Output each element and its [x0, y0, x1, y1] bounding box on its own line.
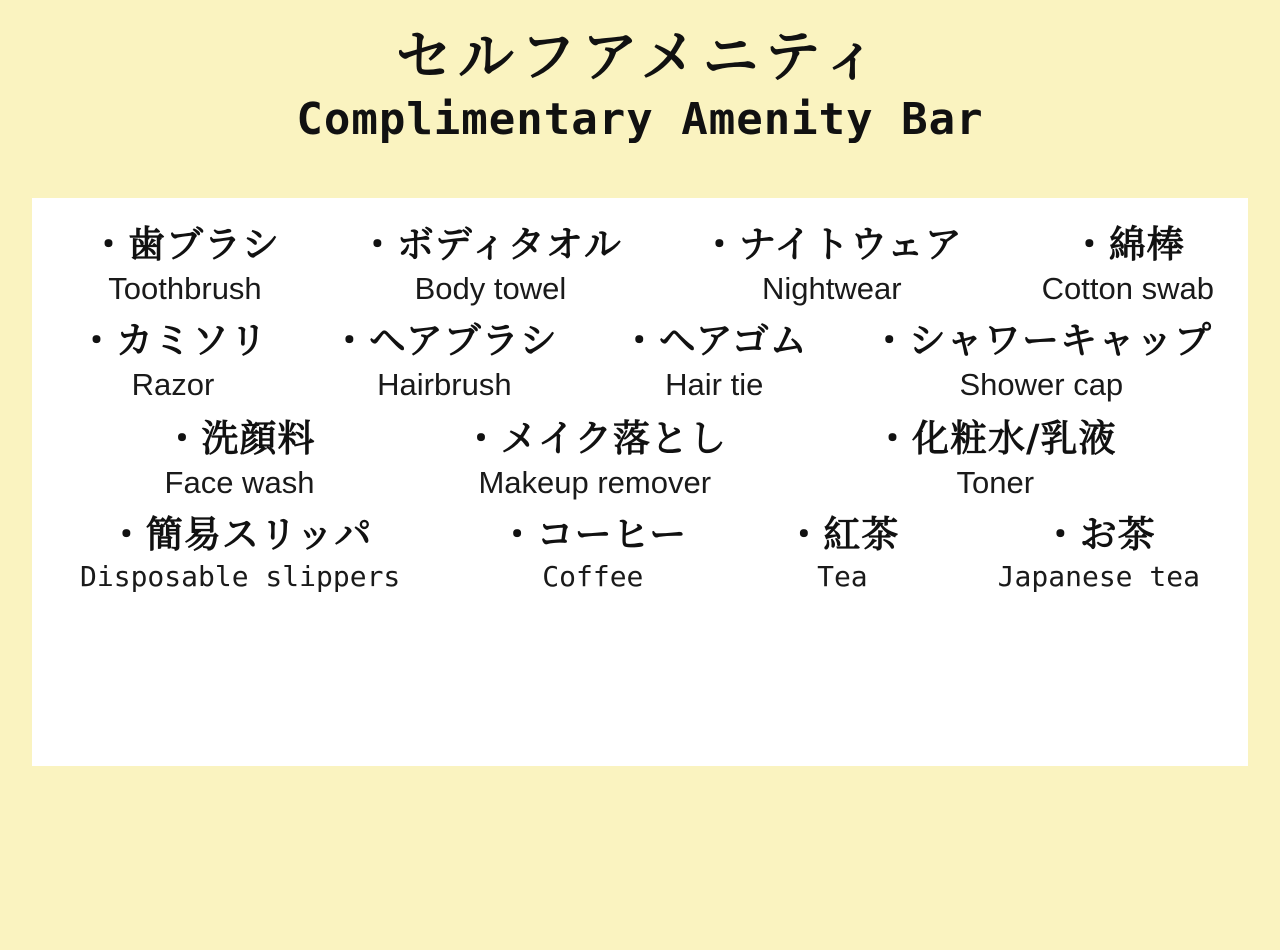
amenity-item-disposable-slippers	[80, 513, 401, 593]
amenity-label-english: Nightwear	[762, 271, 902, 306]
amenity-label-english: Coffee	[542, 560, 644, 593]
amenity-item-makeup-remover	[462, 417, 727, 500]
amenity-row	[60, 220, 1220, 304]
amenity-label-english: Makeup remover	[478, 465, 712, 500]
amenity-label-japanese: ・化粧水/乳液	[873, 417, 1117, 460]
amenity-item-japanese-tea	[997, 513, 1200, 593]
amenity-item-coffee	[498, 513, 688, 593]
amenity-item-hair-tie	[620, 319, 808, 402]
amenity-row	[60, 304, 1220, 400]
amenity-label-english: Toner	[956, 465, 1035, 500]
amenity-label-japanese: ・洗顔料	[163, 417, 316, 460]
amenity-item-razor	[78, 319, 268, 402]
amenity-label-japanese: ・ボディタオル	[358, 223, 622, 266]
amenity-item-body-towel	[358, 223, 622, 306]
amenity-label-japanese: ・カミソリ	[78, 319, 268, 362]
amenity-label-english: Razor	[131, 367, 215, 402]
amenity-row	[60, 498, 1220, 591]
amenity-label-japanese: ・シャワーキャップ	[870, 319, 1212, 362]
amenity-item-cotton-swab	[1041, 223, 1214, 306]
amenity-label-japanese: ・コーヒー	[498, 513, 688, 556]
amenity-label-japanese: ・歯ブラシ	[90, 223, 280, 266]
amenity-item-face-wash	[163, 417, 316, 500]
amenity-label-japanese: ・ナイトウェア	[700, 223, 963, 266]
amenity-label-japanese: ・簡易スリッパ	[107, 513, 373, 556]
amenity-label-english: Hairbrush	[377, 367, 512, 402]
amenity-item-tea	[785, 513, 900, 593]
page-title-english: Complimentary Amenity Bar	[296, 94, 984, 146]
amenity-label-japanese: ・お茶	[1041, 513, 1156, 556]
amenity-label-english: Tea	[817, 560, 868, 593]
amenity-item-hairbrush	[330, 319, 558, 402]
amenity-label-japanese: ・紅茶	[785, 513, 900, 556]
amenity-label-english: Disposable slippers	[80, 560, 401, 593]
amenity-label-english: Face wash	[164, 465, 315, 500]
amenity-label-english: Shower cap	[959, 367, 1124, 402]
amenity-row	[60, 400, 1220, 498]
amenity-label-japanese: ・ヘアブラシ	[330, 319, 558, 362]
amenity-label-english: Hair tie	[665, 367, 764, 402]
poster-header	[0, 0, 1280, 147]
amenity-label-english: Body towel	[414, 271, 567, 306]
amenity-label-japanese: ・綿棒	[1070, 223, 1185, 266]
amenity-item-shower-cap	[870, 319, 1212, 402]
amenity-label-japanese: ・ヘアゴム	[620, 319, 808, 362]
amenity-list-card	[32, 198, 1248, 766]
page-title-japanese: セルフアメニティ	[395, 25, 885, 90]
amenity-label-english: Cotton swab	[1041, 271, 1214, 306]
amenity-item-nightwear	[700, 223, 963, 306]
amenity-item-toothbrush	[90, 223, 280, 306]
amenity-label-english: Japanese tea	[997, 560, 1200, 593]
amenity-item-toner	[873, 417, 1117, 500]
amenity-label-english: Toothbrush	[108, 271, 262, 306]
amenity-label-japanese: ・メイク落とし	[462, 417, 727, 460]
